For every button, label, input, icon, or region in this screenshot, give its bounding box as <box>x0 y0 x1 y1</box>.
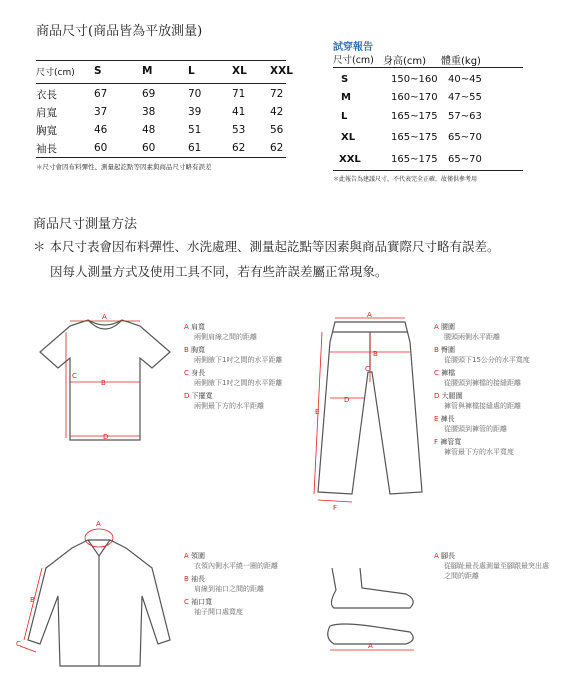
size-header-xxl: XXL <box>270 65 293 77</box>
legend-key: B <box>434 346 439 354</box>
table-cell: 40~45 <box>448 73 482 85</box>
size-header-l: L <box>188 65 195 77</box>
table-cell: 48 <box>142 124 156 136</box>
legend-name: 褲檔 <box>441 369 456 377</box>
size-header-xl: XL <box>232 65 247 77</box>
foot-diagram <box>310 560 430 670</box>
trial-table-header-row <box>333 50 511 68</box>
size-table-title: 商品尺寸(商品皆為平放測量) <box>36 24 203 39</box>
method-line-1: ＊ 本尺寸表會因布料彈性、水洗處理、測量起訖點等因素與商品實際尺寸略有誤差。 <box>33 239 500 254</box>
table-cell: 69 <box>142 88 156 100</box>
legend-key: C <box>434 369 439 377</box>
legend-name: 袖長 <box>191 575 206 583</box>
size-header-label: 尺寸(cm) <box>36 67 75 78</box>
table-cell: 60 <box>94 142 108 154</box>
legend-desc: 腰頭兩側水平距離 <box>444 333 500 341</box>
size-header-s: S <box>94 65 102 77</box>
size-table-top-rule <box>36 60 286 61</box>
table-cell: 56 <box>270 124 284 136</box>
table-cell: 61 <box>188 142 202 154</box>
table-cell: 胸寬 <box>36 124 57 137</box>
pants-label-f: F <box>333 504 338 512</box>
shirt-label-b: B <box>30 596 35 604</box>
table-row <box>36 103 292 121</box>
table-cell: L <box>341 110 348 122</box>
table-cell: S <box>341 73 349 85</box>
legend-desc: 兩側腋下1吋之間的水平距離 <box>194 356 283 364</box>
legend-name: 袖口寬 <box>191 598 213 606</box>
table-row <box>333 148 508 170</box>
table-cell: 47~55 <box>448 91 482 103</box>
tshirt-label-c: C <box>72 372 77 380</box>
pants-label-a: A <box>367 312 372 319</box>
legend-key: A <box>434 552 439 560</box>
shirt-label-a: A <box>96 520 101 528</box>
table-cell: M <box>341 91 351 103</box>
trial-table-header <box>333 50 511 68</box>
table-cell: 65~70 <box>448 131 482 143</box>
legend-key: A <box>434 323 439 331</box>
legend-key: D <box>184 392 190 400</box>
table-cell: 71 <box>232 88 246 100</box>
legend-name: 肩寬 <box>191 323 206 331</box>
trial-table <box>333 70 508 170</box>
legend-desc: 從腰頭到褲管的距離 <box>444 425 507 433</box>
table-cell: 42 <box>270 106 284 118</box>
legend-key: D <box>434 392 440 400</box>
table-cell: 53 <box>232 124 246 136</box>
tshirt-label-b: B <box>101 379 106 387</box>
table-cell: 46 <box>94 124 108 136</box>
size-table <box>36 62 293 80</box>
table-cell: 165~175 <box>391 153 438 165</box>
size-table-mid-rule <box>36 83 286 84</box>
table-cell: 72 <box>270 88 284 100</box>
table-cell: 38 <box>142 106 156 118</box>
method-title: 商品尺寸測量方法 <box>33 217 138 232</box>
legend-desc: 兩側最下方的水平距離 <box>194 402 264 410</box>
trial-table-rule <box>333 67 523 68</box>
table-cell: 39 <box>188 106 202 118</box>
table-cell: 袖長 <box>36 142 57 155</box>
table-cell: 65~70 <box>448 153 482 165</box>
legend-key: B <box>184 575 189 583</box>
legend-name: 胸寬 <box>191 346 206 354</box>
shirt-diagram <box>10 520 175 670</box>
legend-desc: 褲管最下方的水平寬度 <box>444 448 514 456</box>
table-cell: 41 <box>232 106 246 118</box>
table-row <box>36 139 292 157</box>
legend-key: B <box>184 346 189 354</box>
legend-name: 腰圍 <box>441 323 456 331</box>
legend-name: 褲長 <box>440 415 455 423</box>
table-cell: 150~160 <box>391 73 438 85</box>
trial-table-title: 試穿報告 <box>333 42 373 53</box>
table-cell: 37 <box>94 106 108 118</box>
legend-name: 腳長 <box>441 552 456 560</box>
legend-desc: 兩側肩線之間的距離 <box>194 333 257 341</box>
legend-desc: 從腳趾最長處測量至腳跟最突出處之間的距離 <box>444 562 549 580</box>
table-row <box>36 85 292 103</box>
trial-header-weight: 體重(kg) <box>441 55 481 67</box>
table-cell: 165~175 <box>391 110 438 122</box>
size-table-body <box>36 85 292 157</box>
foot-label-a: A <box>368 642 373 650</box>
trial-header-size: 尺寸(cm) <box>333 55 374 66</box>
table-row <box>333 88 508 106</box>
legend-key: E <box>434 415 439 423</box>
legend-key: F <box>434 438 439 446</box>
table-cell: 肩寬 <box>36 106 57 119</box>
table-cell: 67 <box>94 88 108 100</box>
legend-desc: 肩線到袖口之間的距離 <box>194 585 264 593</box>
table-cell: 51 <box>188 124 202 136</box>
size-table-bottom-rule <box>36 157 286 158</box>
table-row <box>333 106 508 126</box>
table-cell: 160~170 <box>391 91 438 103</box>
legend-desc: 從腰頭到褲檔的接縫距離 <box>444 379 521 387</box>
legend-name: 身長 <box>191 369 206 377</box>
legend-name: 大腿圍 <box>441 392 463 400</box>
table-cell: 62 <box>232 142 246 154</box>
pants-diagram <box>300 312 430 512</box>
shirt-label-c: C <box>16 640 21 648</box>
legend-name: 褲管寬 <box>440 438 462 446</box>
legend-desc: 褲管與褲檔接縫處的距離 <box>444 402 521 410</box>
legend-name: 領圍 <box>191 552 206 560</box>
pants-label-d: D <box>344 396 350 404</box>
table-cell: 57~63 <box>448 110 482 122</box>
legend-desc: 兩側腋下1吋之間的水平距離 <box>194 379 283 387</box>
table-row <box>333 70 508 88</box>
table-cell: 60 <box>142 142 156 154</box>
tshirt-legend <box>184 322 282 414</box>
foot-legend <box>434 551 554 584</box>
legend-key: C <box>184 369 189 377</box>
pants-label-c: C <box>365 365 370 373</box>
pants-label-b: B <box>373 350 378 358</box>
method-line-2: 因每人測量方式及使用工具不同，若有些許誤差屬正常現象。 <box>50 264 388 279</box>
legend-desc: 衣領內側水平繞一圈的距離 <box>194 562 278 570</box>
table-cell: XXL <box>339 153 361 165</box>
table-cell: 165~175 <box>391 131 438 143</box>
legend-desc: 從腰頭下15公分的水平寬度 <box>444 356 530 364</box>
tshirt-diagram <box>30 312 180 447</box>
size-header-m: M <box>142 65 153 77</box>
trial-table-bottom-rule <box>333 170 523 171</box>
trial-table-note: ＊此報告為建議尺寸，不代表完全正確，故僅供參考用 <box>333 176 478 183</box>
size-table-note: ＊尺寸會因布料彈性、測量起訖點等因素與商品尺寸略有誤差 <box>36 163 212 171</box>
table-cell: XL <box>341 131 356 143</box>
table-row <box>36 121 292 139</box>
legend-name: 下擺寬 <box>191 392 213 400</box>
table-cell: 70 <box>188 88 202 100</box>
table-cell: 衣長 <box>36 88 57 101</box>
pants-label-e: E <box>315 408 320 416</box>
size-table-header-row <box>36 62 293 80</box>
trial-header-height: 身高(cm) <box>383 55 427 67</box>
legend-key: C <box>184 598 189 606</box>
tshirt-label-a: A <box>102 313 107 321</box>
legend-desc: 袖子開口處寬度 <box>194 608 243 616</box>
table-cell: 62 <box>270 142 284 154</box>
pants-legend <box>434 322 530 460</box>
legend-key: A <box>184 323 189 331</box>
legend-key: A <box>184 552 189 560</box>
legend-name: 臀圍 <box>441 346 456 354</box>
table-row <box>333 126 508 148</box>
shirt-legend <box>184 551 278 620</box>
tshirt-label-d: D <box>103 433 109 441</box>
